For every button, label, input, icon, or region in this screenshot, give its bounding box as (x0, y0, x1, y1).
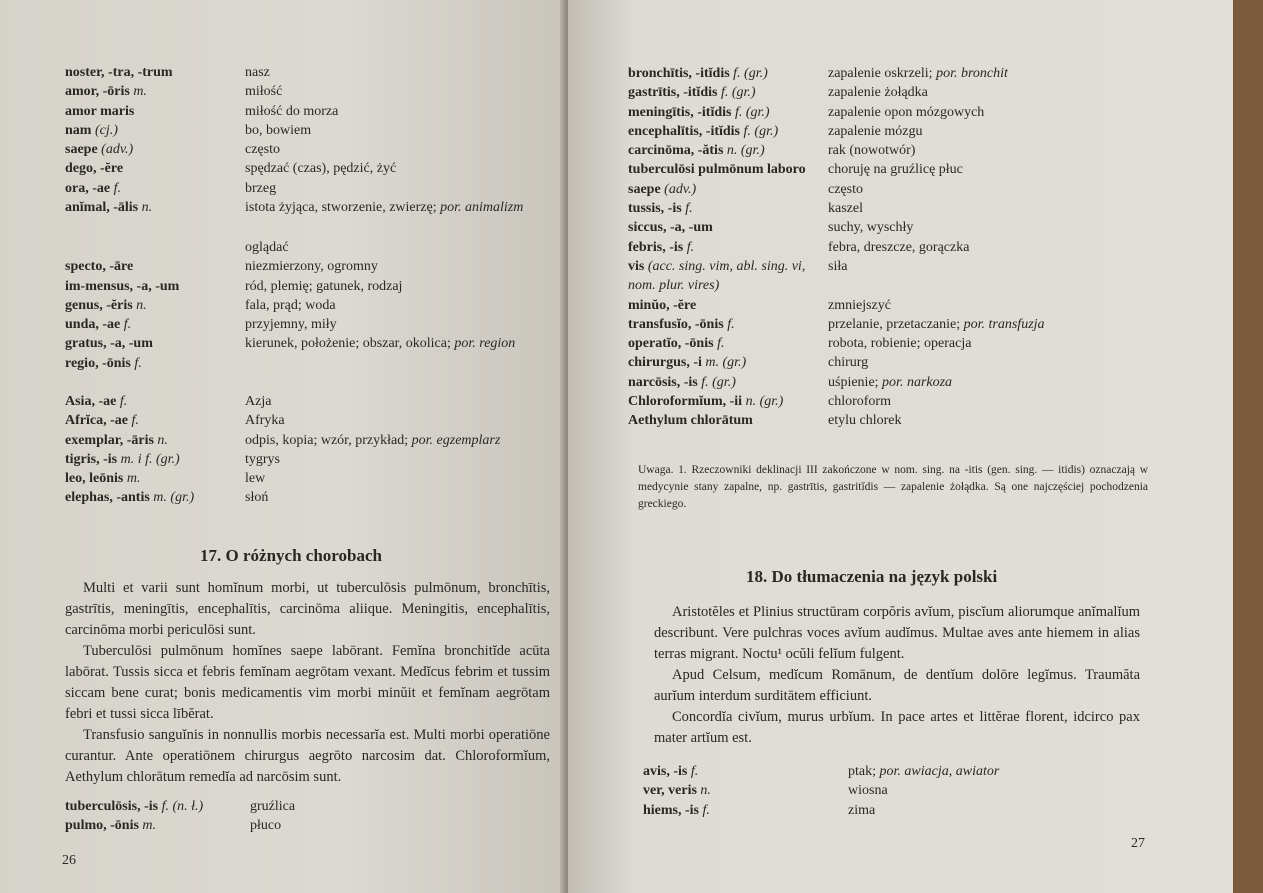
translation-text: oglądać (245, 240, 289, 255)
vocab-entry (65, 797, 550, 816)
vocab-list-end (65, 797, 550, 836)
translation-text: niezmierzony, ogromny (245, 259, 378, 275)
grammar-label: m. (142, 818, 157, 834)
latin-word: elephas, -antis (65, 490, 150, 506)
cross-reference: por. region (454, 336, 516, 352)
translation-text: rak (nowotwór) (828, 143, 916, 159)
polish-translation (245, 277, 550, 296)
vocab-entry (628, 218, 1163, 237)
latin-term (628, 353, 828, 372)
polish-translation (828, 83, 1163, 102)
translation-text: zapalenie mózgu (828, 123, 923, 139)
vocab-entry (628, 83, 1163, 102)
translation-text: płuco (250, 818, 282, 834)
vocab-list-right (628, 64, 1163, 431)
polish-translation (848, 801, 1143, 820)
vocab-entry (65, 334, 550, 353)
latin-word: im-mensus, -a, -um (65, 278, 180, 294)
grammar-label: n. (157, 432, 168, 448)
polish-translation (250, 816, 550, 835)
latin-word: gastrītis, -itĭdis (628, 85, 718, 101)
translation-text: gruźlica (250, 799, 296, 814)
latin-term (65, 450, 245, 469)
latin-term (65, 797, 250, 816)
translation-text: ptak; (848, 764, 876, 779)
grammar-label: m. i f. (gr.) (120, 451, 180, 467)
translation-text: często (245, 142, 280, 158)
polish-translation (828, 122, 1163, 141)
vocab-list-right-end (643, 762, 1143, 820)
latin-term (65, 277, 245, 296)
latin-term (65, 198, 245, 217)
latin-term (65, 354, 245, 373)
latin-term (628, 83, 828, 102)
translation-text: choruję na gruźlicę płuc (828, 162, 963, 178)
translation-text: spędzać (czas), pędzić, żyć (245, 161, 397, 177)
latin-term (643, 801, 848, 820)
polish-translation (245, 296, 550, 315)
latin-word: tuberculōsi pulmōnum laboro (628, 162, 806, 178)
polish-translation (245, 488, 550, 507)
translation-text: Afryka (245, 413, 285, 429)
vocab-entry (628, 411, 1163, 430)
latin-term (628, 160, 828, 179)
polish-translation (245, 179, 550, 198)
latin-word: Asia, -ae (65, 394, 117, 409)
vocab-entry (628, 315, 1163, 334)
vocab-entry (65, 82, 550, 101)
polish-translation (828, 315, 1163, 334)
translation-text: miłość (245, 84, 283, 100)
grammar-label: f. (113, 180, 121, 196)
grammar-label: f. (119, 394, 128, 409)
latin-term (628, 218, 828, 237)
latin-term (628, 103, 828, 122)
cross-reference: por. bronchit (936, 66, 1008, 81)
latin-term (643, 762, 848, 781)
grammar-label: f. (gr.) (720, 85, 756, 101)
vocab-entry (65, 102, 550, 121)
polish-translation (245, 411, 550, 430)
polish-translation (828, 334, 1163, 353)
right-page (568, 0, 1233, 893)
translation-text: zapalenie oskrzeli; (828, 66, 933, 81)
vocab-entry (65, 431, 550, 450)
latin-word: anĭmal, -ālis (65, 200, 139, 216)
translation-text: bo, bowiem (245, 122, 312, 138)
grammar-label: n. (gr.) (745, 394, 784, 410)
paragraph: Aristotĕles et Plinius structūram corpŏris avĭum, piscĭum aliorumque anĭmalĭum describunt. Vere pulchras voces avĭum audĭmus. Multae aves ante hiemem in alias terras migrant. Noctu¹ ocŭli felĭum fulgent. (654, 604, 1140, 662)
vocab-entry (65, 488, 550, 507)
vocab-entry (65, 354, 550, 373)
polish-translation (245, 140, 550, 159)
latin-term (643, 781, 848, 800)
latin-term (628, 373, 828, 392)
latin-word: saepe (628, 181, 661, 197)
vocab-entry (628, 392, 1163, 411)
lesson-18-heading: 18. Do tłumaczenia na język polski (746, 567, 998, 586)
vocab-entry (65, 816, 550, 835)
translation-text: robota, robienie; operacja (828, 336, 972, 352)
lesson-17-heading: 17. O różnych chorobach (200, 546, 382, 565)
polish-translation (245, 238, 550, 257)
grammar-label: f. (727, 316, 735, 332)
polish-translation (250, 797, 550, 816)
grammar-label: n. (700, 783, 711, 799)
latin-term (628, 180, 828, 199)
polish-translation (245, 450, 550, 469)
translation-text: wiosna (848, 783, 888, 799)
vocab-entry (628, 373, 1163, 392)
translation-text: etylu chlorek (828, 413, 902, 429)
vocab-entry (65, 179, 550, 198)
latin-word: genus, -ĕris (65, 297, 133, 313)
grammar-label: m. (gr.) (153, 490, 195, 506)
polish-translation (245, 159, 550, 178)
latin-word: amor maris (65, 103, 135, 119)
polish-translation (828, 141, 1163, 160)
polish-translation (245, 257, 550, 276)
grammar-label: (adv.) (101, 142, 134, 158)
latin-word: carcinōma, -ătis (628, 143, 724, 159)
polish-translation (245, 82, 550, 101)
vocab-entry (65, 159, 550, 178)
vocab-entry (65, 238, 550, 257)
latin-term (65, 63, 245, 82)
vocab-entry (65, 257, 550, 276)
vocab-list-top (65, 63, 550, 217)
latin-word: febris, -is (628, 239, 684, 255)
latin-word: pulmo, -ōnis (65, 818, 139, 834)
latin-word: Aethylum chlorātum (628, 413, 753, 429)
grammar-label: f. (gr.) (743, 123, 779, 139)
vocab-entry (628, 160, 1163, 179)
translation-text: suchy, wyschły (828, 220, 914, 236)
vocab-entry (628, 141, 1163, 160)
latin-term (65, 257, 245, 276)
latin-word: vis (628, 258, 645, 274)
translation-text: uśpienie; (828, 374, 879, 390)
vocab-entry (65, 296, 550, 315)
paragraph: Apud Celsum, medĭcum Romānum, de dentĭum dolōre legĭmus. Traumăta aurĭum interdum surditātem efficiunt. (654, 667, 1140, 704)
translation-text: siła (828, 258, 848, 274)
latin-term (65, 411, 245, 430)
vocab-entry (643, 781, 1143, 800)
latin-term (628, 315, 828, 334)
vocab-entry (65, 315, 550, 334)
polish-translation (245, 198, 550, 217)
latin-term (65, 296, 245, 315)
translation-text: często (828, 181, 863, 197)
paragraph: Concordĭa civĭum, murus urbĭum. In pace artes et littĕrae florent, idcirco pax mater artĭum est. (654, 709, 1140, 746)
polish-translation (828, 411, 1163, 430)
grammar-label: f. (686, 239, 695, 255)
latin-term (65, 315, 245, 334)
grammar-label: f. (685, 201, 693, 217)
vocab-entry (65, 63, 550, 82)
latin-word: narcōsis, -is (628, 374, 698, 390)
latin-word: Chloroformĭum, -ii (628, 394, 743, 410)
translation-text: słoń (245, 490, 269, 506)
latin-word: minŭo, -ĕre (628, 297, 697, 313)
polish-translation (848, 762, 1143, 781)
grammar-label: n. (gr.) (726, 143, 765, 159)
vocab-entry (65, 140, 550, 159)
latin-term (628, 392, 828, 411)
translation-text: istota żyjąca, stworzenie, zwierzę; (245, 200, 437, 216)
grammar-label: f. (gr.) (734, 104, 770, 120)
latin-term (628, 64, 828, 83)
paragraph: Tuberculōsi pulmōnum homĭnes saepe labōrant. Femĭna bronchitĭde acūta labōrat. Tussis sicca et febris femĭnam aegrōtam vexant. Medĭcus febrim et tussim siccam bene curat; bonis medicamentis vim morbi minŭit et femĭnam aegrōtam febri et tussi sicca lībĕrat. (65, 643, 550, 722)
latin-word: leo, leōnis (65, 471, 124, 487)
translation-text: brzeg (245, 180, 277, 196)
translation-text: zapalenie żołądka (828, 85, 928, 101)
latin-term (65, 121, 245, 140)
vocab-list-bottom (65, 392, 550, 508)
latin-word: amor, -ōris (65, 84, 130, 100)
vocab-entry (643, 801, 1143, 820)
vocab-entry (628, 180, 1163, 199)
polish-translation (245, 392, 550, 411)
translation-text: nasz (245, 65, 270, 80)
latin-word: noster, -tra, -trum (65, 65, 173, 80)
grammar-label: f. (717, 336, 725, 352)
latin-term (65, 488, 245, 507)
latin-word: unda, -ae (65, 317, 121, 333)
translation-text: zapalenie opon mózgowych (828, 104, 985, 120)
vocab-entry (65, 121, 550, 140)
latin-word: gratus, -a, -um (65, 336, 153, 352)
polish-translation (828, 218, 1163, 237)
grammar-label: f. (123, 317, 132, 333)
vocab-entry (65, 277, 550, 296)
polish-translation (245, 334, 550, 353)
polish-translation (245, 121, 550, 140)
polish-translation (828, 180, 1163, 199)
polish-translation (245, 315, 550, 334)
grammar-label: m. (gr.) (705, 355, 747, 371)
latin-word: exemplar, -āris (65, 432, 154, 448)
latin-term (628, 122, 828, 141)
latin-term (65, 140, 245, 159)
cross-reference: por. narkoza (882, 374, 953, 390)
vocab-entry (628, 122, 1163, 141)
vocab-entry (628, 296, 1163, 315)
vocab-entry (628, 257, 1163, 296)
latin-term (628, 296, 828, 315)
latin-term (65, 469, 245, 488)
grammar-label: f. (690, 764, 699, 779)
grammar-label: f. (n. ł.) (161, 799, 204, 814)
vocab-list-middle (65, 238, 550, 373)
polish-translation (828, 296, 1163, 315)
vocab-entry (65, 450, 550, 469)
grammar-label: n. (141, 200, 153, 216)
vocab-entry (65, 469, 550, 488)
latin-term (65, 179, 245, 198)
polish-translation (828, 103, 1163, 122)
vocab-entry (628, 334, 1163, 353)
latin-word: operatĭo, -ōnis (628, 336, 714, 352)
latin-word: Afrĭca, -ae (65, 413, 128, 429)
grammar-label: (cj.) (94, 122, 118, 138)
latin-term (628, 199, 828, 218)
translation-text: zima (848, 802, 876, 818)
grammar-label: f. (gr.) (701, 374, 736, 390)
vocab-entry (65, 392, 550, 411)
latin-term (65, 159, 245, 178)
translation-text: chloroform (828, 394, 891, 410)
translation-text: fala, prąd; woda (245, 297, 336, 313)
latin-word: saepe (65, 142, 98, 158)
cross-reference: por. animalizm (440, 200, 524, 216)
translation-text: kierunek, położenie; obszar, okolica; (245, 336, 451, 352)
left-page (0, 0, 565, 893)
vocab-entry (65, 198, 550, 217)
cross-reference: por. transfuzja (963, 316, 1045, 332)
polish-translation (828, 392, 1163, 411)
latin-word: hiems, -is (643, 802, 699, 818)
translation-text: odpis, kopia; wzór, przykład; (245, 432, 409, 448)
latin-term (65, 431, 245, 450)
translation-text: ród, plemię; gatunek, rodzaj (245, 278, 403, 294)
latin-word: meningītis, -itĭdis (628, 104, 732, 120)
latin-word: bronchītis, -itĭdis (628, 66, 730, 81)
grammar-label: n. (136, 297, 147, 313)
latin-word: tuberculōsis, -is (65, 799, 159, 814)
latin-term (628, 238, 828, 257)
translation-text: chirurg (828, 355, 869, 371)
vocab-entry (628, 353, 1163, 372)
latin-term (65, 392, 245, 411)
grammar-label: m. (126, 471, 141, 487)
polish-translation (828, 373, 1163, 392)
page-number-left: 26 (62, 853, 76, 868)
translation-text: przelanie, przetaczanie; (828, 316, 961, 332)
translation-text: kaszel (828, 201, 863, 217)
latin-word: regio, -ōnis (65, 355, 131, 371)
latin-term (628, 334, 828, 353)
grammar-note: Uwaga. 1. Rzeczowniki deklinacji III zakończone w nom. sing. na -itis (gen. sing. — itidis) oznaczają w medycynie stany zapalne, np. gastrītis, gastritĭdis — zapalenie żołądka. Są one najczęściej pochodzenia greckiego. (638, 464, 1148, 510)
grammar-label: f. (131, 413, 139, 429)
translation-text: Azja (245, 394, 272, 409)
latin-term (65, 334, 245, 353)
grammar-label: (adv.) (664, 181, 697, 197)
latin-term (628, 257, 828, 296)
polish-translation (828, 257, 1163, 276)
vocab-entry (628, 199, 1163, 218)
vocab-entry (643, 762, 1143, 781)
translation-text: lew (245, 471, 266, 487)
translation-text: zmniejszyć (828, 297, 891, 313)
latin-term (628, 141, 828, 160)
polish-translation (828, 353, 1163, 372)
cross-reference: por. awiacja, awiator (879, 764, 1000, 779)
latin-word: tigris, -is (65, 451, 118, 467)
latin-word: dego, -ĕre (65, 161, 124, 177)
latin-word: tussis, -is (628, 201, 682, 217)
grammar-label: f. (702, 802, 710, 818)
latin-word: avis, -is (643, 764, 688, 779)
polish-translation (828, 160, 1163, 179)
polish-translation (245, 431, 550, 450)
latin-word: specto, -āre (65, 259, 134, 275)
latin-word: transfusĭo, -ōnis (628, 316, 724, 332)
paragraph: Multi et varii sunt homĭnum morbi, ut tuberculōsis pulmōnum, bronchītis, gastrītis, meningītis, encephalītis, carcinōma aliique. Meningitis, encephalītis, carcinōma morbi periculōsi sunt. (65, 580, 550, 638)
latin-word: ora, -ae (65, 180, 111, 196)
grammar-label: (acc. sing. vim, abl. sing. vi, nom. plur. vires) (628, 258, 806, 294)
polish-translation (828, 238, 1163, 257)
translation-text: febra, dreszcze, gorączka (828, 239, 970, 255)
polish-translation (828, 64, 1163, 83)
translation-text: tygrys (245, 451, 280, 467)
latin-term (65, 102, 245, 121)
latin-term (628, 411, 828, 430)
vocab-entry (628, 64, 1163, 83)
latin-word: nam (65, 122, 92, 138)
translation-text: miłość do morza (245, 103, 339, 119)
vocab-entry (65, 411, 550, 430)
lesson-18-text (654, 602, 1140, 749)
polish-translation (245, 469, 550, 488)
latin-word: encephalītis, -itĭdis (628, 123, 741, 139)
grammar-label: f. (gr.) (733, 66, 768, 81)
latin-word: chirurgus, -i (628, 355, 702, 371)
grammar-label: f. (134, 355, 142, 371)
latin-term (65, 82, 245, 101)
polish-translation (848, 781, 1143, 800)
vocab-entry (628, 103, 1163, 122)
page-number-right: 27 (1131, 836, 1145, 851)
latin-word: ver, veris (643, 783, 697, 799)
latin-term (65, 816, 250, 835)
translation-text: przyjemny, miły (245, 317, 337, 333)
polish-translation (245, 63, 550, 82)
cross-reference: por. egzemplarz (411, 432, 501, 448)
vocab-entry (628, 238, 1163, 257)
latin-word: siccus, -a, -um (628, 220, 713, 236)
polish-translation (245, 102, 550, 121)
lesson-17-text (65, 578, 550, 788)
grammar-label: m. (133, 84, 147, 100)
polish-translation (828, 199, 1163, 218)
paragraph: Transfusio sanguĭnis in nonnullis morbis necessarĭa est. Multi morbi operatiōne curantur. Ante operatiōnem chirurgus aegrōto narcosim dat. Chloroformĭum, Aethylum chlorātum remedĭa ad narcōsim sunt. (65, 727, 550, 785)
